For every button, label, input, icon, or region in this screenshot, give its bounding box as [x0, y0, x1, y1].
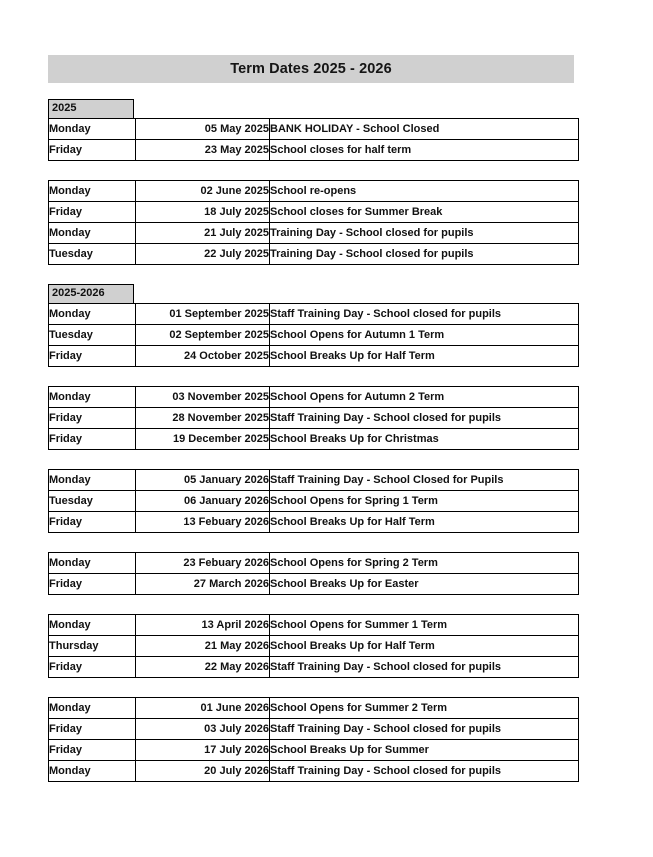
- term-group: [48, 99, 575, 161]
- date-cell: 02 June 2025: [136, 181, 270, 202]
- term-dates-table: [48, 469, 579, 533]
- event-cell: School Breaks Up for Half Term: [270, 512, 579, 533]
- day-cell: Tuesday: [49, 244, 136, 265]
- day-cell: Monday: [49, 553, 136, 574]
- date-cell: 27 March 2026: [136, 574, 270, 595]
- table-row: [49, 181, 579, 202]
- day-cell: Thursday: [49, 636, 136, 657]
- page-title: Term Dates 2025 - 2026: [230, 61, 392, 77]
- date-cell: 20 July 2026: [136, 761, 270, 782]
- event-cell: Staff Training Day - School closed for pupils: [270, 304, 579, 325]
- event-cell: School Opens for Autumn 1 Term: [270, 325, 579, 346]
- day-cell: Friday: [49, 657, 136, 678]
- table-row: [49, 140, 579, 161]
- day-cell: Friday: [49, 740, 136, 761]
- date-cell: 01 September 2025: [136, 304, 270, 325]
- table-row: [49, 387, 579, 408]
- day-cell: Friday: [49, 140, 136, 161]
- date-cell: 19 December 2025: [136, 429, 270, 450]
- page-title-banner: [48, 55, 574, 83]
- table-row: [49, 740, 579, 761]
- table-row: [49, 304, 579, 325]
- table-row: [49, 325, 579, 346]
- term-group: [48, 180, 575, 265]
- date-cell: 17 July 2026: [136, 740, 270, 761]
- term-dates-table: [48, 386, 579, 450]
- date-cell: 23 May 2025: [136, 140, 270, 161]
- day-cell: Friday: [49, 512, 136, 533]
- day-cell: Monday: [49, 304, 136, 325]
- event-cell: School Opens for Autumn 2 Term: [270, 387, 579, 408]
- date-cell: 22 July 2025: [136, 244, 270, 265]
- day-cell: Friday: [49, 719, 136, 740]
- day-cell: Monday: [49, 470, 136, 491]
- date-cell: 21 July 2025: [136, 223, 270, 244]
- day-cell: Friday: [49, 429, 136, 450]
- table-row: [49, 574, 579, 595]
- event-cell: School closes for half term: [270, 140, 579, 161]
- event-cell: School Breaks Up for Summer: [270, 740, 579, 761]
- event-cell: School Breaks Up for Half Term: [270, 346, 579, 367]
- date-cell: 06 January 2026: [136, 491, 270, 512]
- table-row: [49, 429, 579, 450]
- day-cell: Monday: [49, 698, 136, 719]
- day-cell: Monday: [49, 181, 136, 202]
- event-cell: BANK HOLIDAY - School Closed: [270, 119, 579, 140]
- term-group: [48, 386, 575, 450]
- day-cell: Monday: [49, 119, 136, 140]
- year-label: 2025-2026: [48, 284, 134, 303]
- date-cell: 23 Febuary 2026: [136, 553, 270, 574]
- date-cell: 18 July 2025: [136, 202, 270, 223]
- date-cell: 28 November 2025: [136, 408, 270, 429]
- table-row: [49, 761, 579, 782]
- event-cell: School closes for Summer Break: [270, 202, 579, 223]
- event-cell: Training Day - School closed for pupils: [270, 223, 579, 244]
- table-row: [49, 244, 579, 265]
- table-row: [49, 698, 579, 719]
- date-cell: 21 May 2026: [136, 636, 270, 657]
- table-row: [49, 223, 579, 244]
- day-cell: Friday: [49, 346, 136, 367]
- date-cell: 03 November 2025: [136, 387, 270, 408]
- table-row: [49, 408, 579, 429]
- event-cell: Training Day - School closed for pupils: [270, 244, 579, 265]
- event-cell: School Opens for Summer 1 Term: [270, 615, 579, 636]
- term-group: [48, 697, 575, 782]
- table-row: [49, 346, 579, 367]
- event-cell: Staff Training Day - School closed for pupils: [270, 761, 579, 782]
- event-cell: School Opens for Spring 1 Term: [270, 491, 579, 512]
- event-cell: School Breaks Up for Half Term: [270, 636, 579, 657]
- event-cell: School Opens for Summer 2 Term: [270, 698, 579, 719]
- day-cell: Friday: [49, 408, 136, 429]
- event-cell: School Breaks Up for Easter: [270, 574, 579, 595]
- table-row: [49, 719, 579, 740]
- date-cell: 02 September 2025: [136, 325, 270, 346]
- term-group: [48, 552, 575, 595]
- table-row: [49, 636, 579, 657]
- table-row: [49, 119, 579, 140]
- day-cell: Monday: [49, 387, 136, 408]
- date-cell: 13 April 2026: [136, 615, 270, 636]
- term-dates-table: [48, 303, 579, 367]
- term-dates-table: [48, 118, 579, 161]
- term-dates-table: [48, 552, 579, 595]
- day-cell: Monday: [49, 761, 136, 782]
- date-cell: 22 May 2026: [136, 657, 270, 678]
- term-group: [48, 284, 575, 367]
- date-cell: 05 May 2025: [136, 119, 270, 140]
- date-cell: 13 Febuary 2026: [136, 512, 270, 533]
- day-cell: Friday: [49, 574, 136, 595]
- date-cell: 05 January 2026: [136, 470, 270, 491]
- date-cell: 03 July 2026: [136, 719, 270, 740]
- day-cell: Tuesday: [49, 325, 136, 346]
- term-group: [48, 614, 575, 678]
- term-dates-table: [48, 697, 579, 782]
- table-row: [49, 202, 579, 223]
- event-cell: School re-opens: [270, 181, 579, 202]
- table-row: [49, 470, 579, 491]
- day-cell: Friday: [49, 202, 136, 223]
- day-cell: Monday: [49, 615, 136, 636]
- event-cell: Staff Training Day - School closed for pupils: [270, 719, 579, 740]
- event-cell: Staff Training Day - School Closed for Pupils: [270, 470, 579, 491]
- event-cell: School Breaks Up for Christmas: [270, 429, 579, 450]
- day-cell: Monday: [49, 223, 136, 244]
- table-row: [49, 491, 579, 512]
- term-dates-groups: [48, 99, 575, 782]
- event-cell: Staff Training Day - School closed for pupils: [270, 408, 579, 429]
- term-dates-table: [48, 180, 579, 265]
- event-cell: School Opens for Spring 2 Term: [270, 553, 579, 574]
- year-label: 2025: [48, 99, 134, 118]
- table-row: [49, 615, 579, 636]
- term-group: [48, 469, 575, 533]
- term-dates-table: [48, 614, 579, 678]
- date-cell: 24 October 2025: [136, 346, 270, 367]
- table-row: [49, 657, 579, 678]
- day-cell: Tuesday: [49, 491, 136, 512]
- date-cell: 01 June 2026: [136, 698, 270, 719]
- event-cell: Staff Training Day - School closed for pupils: [270, 657, 579, 678]
- table-row: [49, 553, 579, 574]
- table-row: [49, 512, 579, 533]
